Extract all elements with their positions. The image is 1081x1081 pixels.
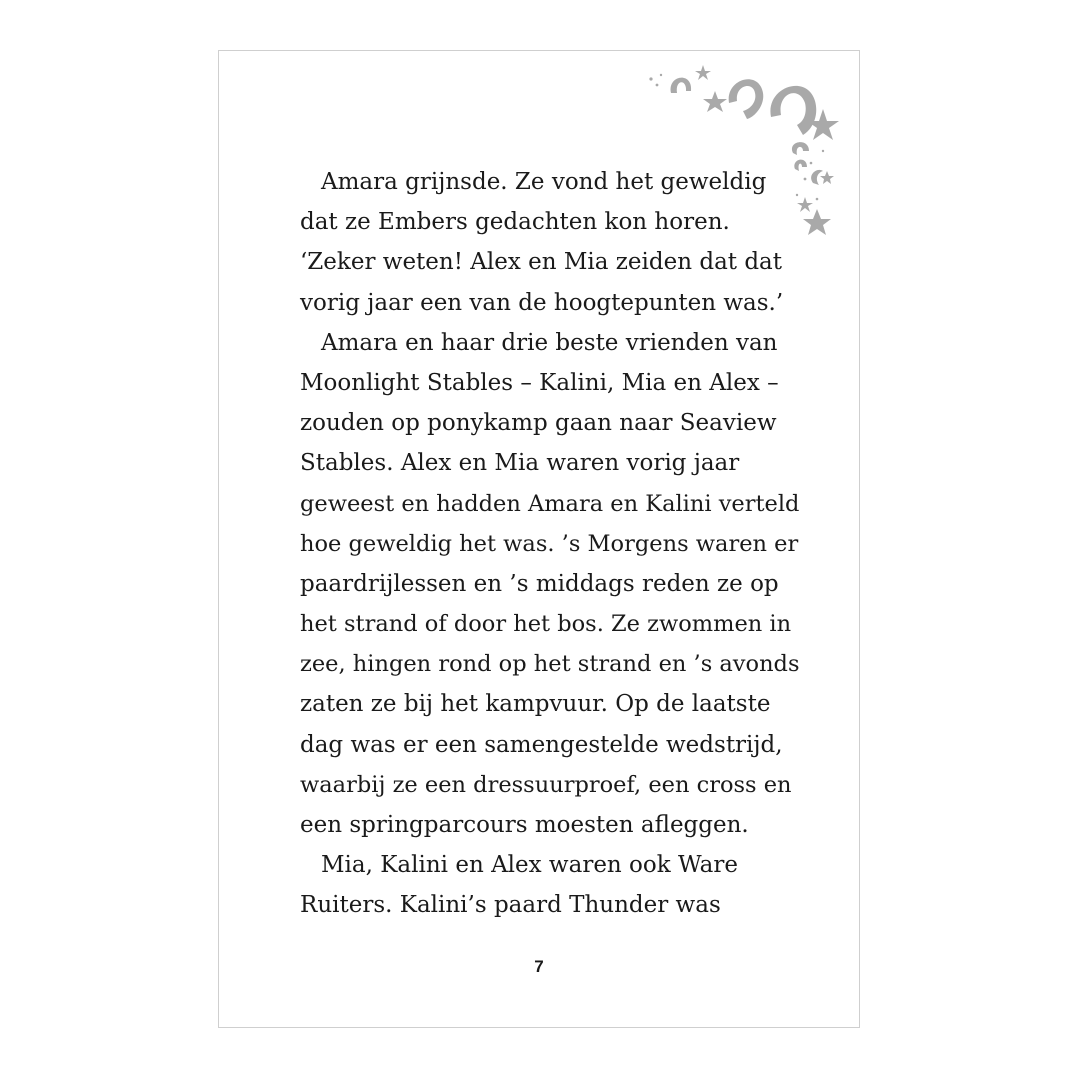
text-line: ‘Zeker weten! Alex en Mia zeiden dat dat (300, 249, 783, 276)
text-line: Amara en haar drie beste vrienden van (321, 329, 778, 356)
text-line: hoe geweldig het was. ’s Morgens waren er (300, 530, 799, 557)
text-line: Stables. Alex en Mia waren vorig jaar (300, 450, 740, 477)
page-number: 7 (534, 957, 544, 976)
book-page (218, 50, 860, 1028)
text-line: vorig jaar een van de hoogtepunten was.’ (300, 289, 784, 316)
text-line: Moonlight Stables – Kalini, Mia en Alex – (300, 369, 779, 396)
text-line: zaten ze bij het kampvuur. Op de laatste (300, 691, 771, 718)
text-line: Amara grijnsde. Ze vond het geweldig (321, 169, 767, 195)
body-text (300, 162, 800, 926)
text-line: Ruiters. Kalini’s paard Thunder was (300, 892, 721, 919)
text-line: geweest en hadden Amara en Kalini verteld (300, 490, 800, 517)
text-line: dat ze Embers gedachten kon horen. (300, 209, 730, 236)
text-line: een springparcours moesten afleggen. (300, 812, 749, 838)
text-line: zee, hingen rond op het strand en ’s avonds (300, 651, 800, 678)
text-line: waarbij ze een dressuurproef, een cross en (300, 771, 792, 798)
text-line: zouden op ponykamp gaan naar Seaview (300, 410, 777, 437)
text-line: Mia, Kalini en Alex waren ook Ware (321, 852, 738, 879)
text-line: paardrijlessen en ’s middags reden ze op (300, 570, 779, 597)
text-line: het strand of door het bos. Ze zwommen in (300, 611, 792, 638)
text-line: dag was er een samengestelde wedstrijd, (300, 731, 783, 758)
